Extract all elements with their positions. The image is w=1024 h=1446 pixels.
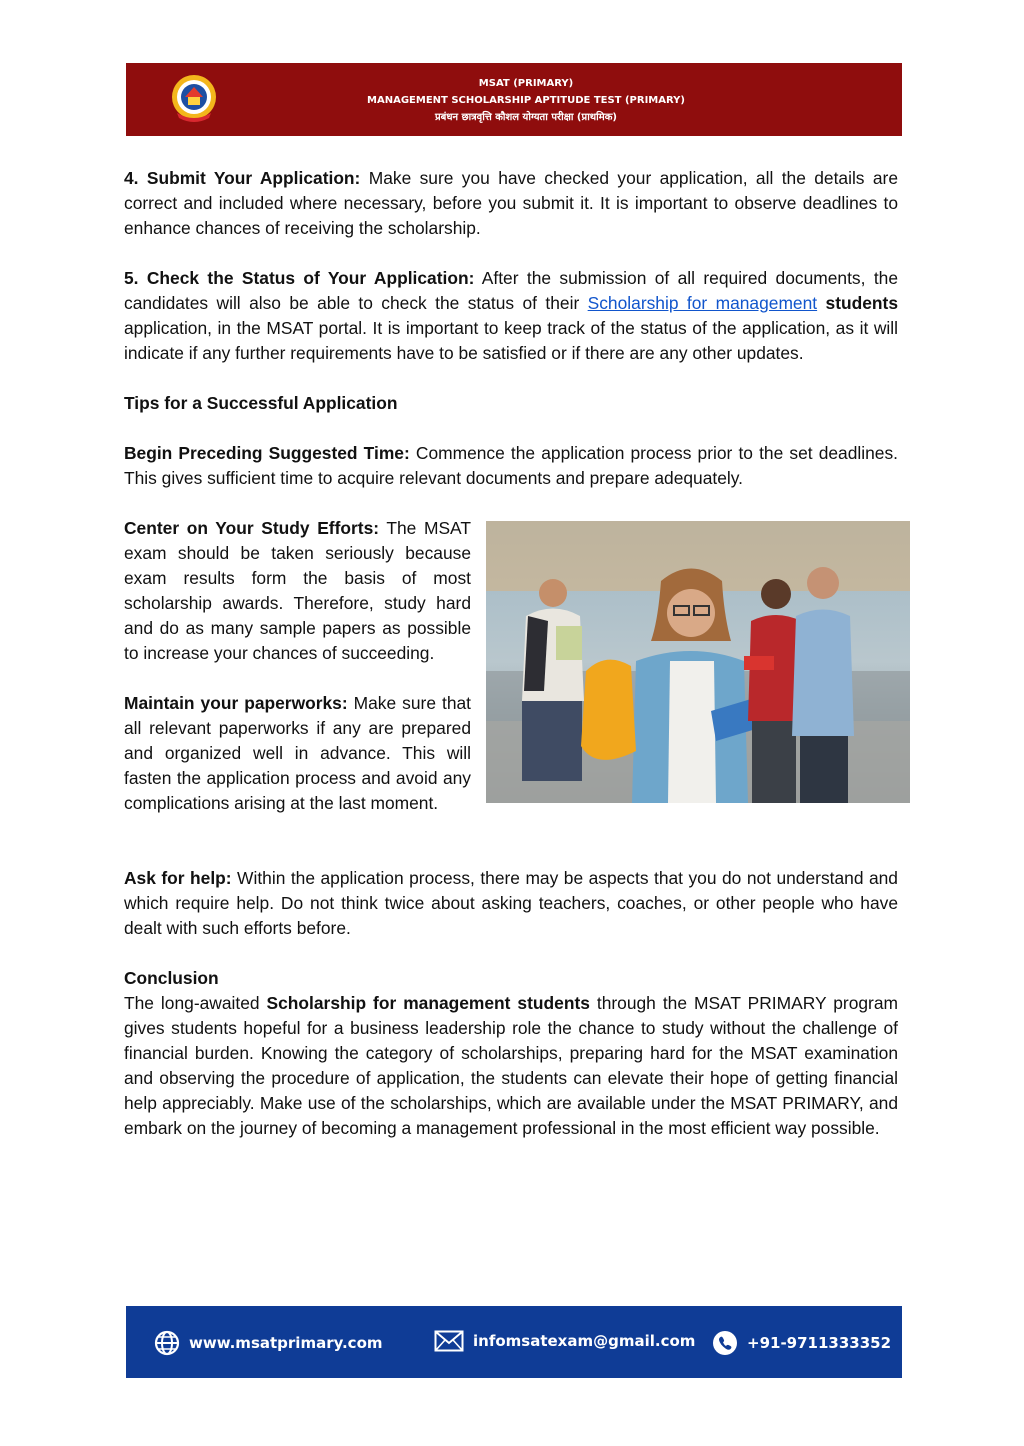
status-bold-students: students <box>817 293 898 313</box>
header-title-line3: प्रबंधन छात्रवृत्ति कौशल योग्यता परीक्षा (प्राथमिक) <box>434 112 617 123</box>
globe-icon <box>154 1330 180 1356</box>
conclusion-text-before: The long-awaited <box>124 993 267 1013</box>
document-body <box>124 166 898 1141</box>
ask-paragraph <box>124 866 898 941</box>
footer-website[interactable] <box>154 1330 383 1356</box>
header-title <box>326 75 726 126</box>
conclusion-heading <box>124 966 898 991</box>
status-text-before: After the submission of all required documents, the candidates will also be able to check the status of their <box>124 268 898 313</box>
footer-email[interactable] <box>434 1330 695 1352</box>
scholarship-link[interactable]: Scholarship for management <box>587 293 818 313</box>
maintain-text: Make sure that all relevant paperworks if any are prepared and organized well in advance. This will fasten the application process and avoid any complications arising at the last moment. <box>124 693 472 813</box>
conclusion-bold: Scholarship for management students <box>266 993 590 1013</box>
tips-with-photo <box>124 516 898 866</box>
status-heading: 5. Check the Status of Your Application: <box>124 268 475 288</box>
tips-heading <box>124 391 898 416</box>
students-photo-icon <box>486 521 910 803</box>
header-banner <box>126 63 902 136</box>
status-paragraph <box>124 266 898 366</box>
mail-icon <box>434 1330 464 1352</box>
conclusion-text-after: through the MSAT PRIMARY program gives students hopeful for a business leadership role the chance to study without the challenge of financial burden. Knowing the category of scholarships, preparing hard for the MSAT examination and observing the procedure of application, the students can elevate their hope of getting financial help appreciably. Make use of the scholarships, which are available under the MSAT PRIMARY, and embark on the journey of becoming a management professional in the most efficient way possible. <box>124 993 898 1138</box>
begin-heading: Begin Preceding Suggested Time: <box>124 443 410 463</box>
status-text-after: application, in the MSAT portal. It is important to keep track of the status of the application, as it will indicate if any further requirements have to be satisfied or if there are any other updates. <box>124 318 898 363</box>
maintain-heading: Maintain your paperworks: <box>124 693 348 713</box>
begin-text: Commence the application process prior to the set deadlines. This gives sufficient time to acquire relevant documents and prepare adequately. <box>124 443 898 488</box>
footer-website-text: www.msatprimary.com <box>189 1334 383 1352</box>
submit-text: Make sure you have checked your application, all the details are correct and included where necessary, before you submit it. It is important to observe deadlines to enhance chances of receiving the scholarship. <box>124 168 898 238</box>
emblem-seal-icon <box>169 73 219 125</box>
conclusion-paragraph <box>124 991 898 1141</box>
footer-banner <box>126 1306 902 1378</box>
conclusion-heading-text: Conclusion <box>124 968 219 988</box>
header-title-line1: MSAT (PRIMARY) <box>478 78 574 89</box>
submit-paragraph <box>124 166 898 241</box>
phone-icon <box>712 1330 738 1356</box>
submit-heading: 4. Submit Your Application: <box>124 168 361 188</box>
center-paragraph <box>124 516 471 666</box>
begin-paragraph <box>124 441 898 491</box>
ask-text: Within the application process, there may be aspects that you do not understand and which require help. Do not think twice about asking teachers, coaches, or other people who have dealt with such efforts before. <box>124 868 898 938</box>
tips-column <box>124 516 471 816</box>
footer-email-text: infomsatexam@gmail.com <box>473 1332 696 1350</box>
footer-phone[interactable] <box>712 1330 891 1356</box>
center-heading: Center on Your Study Efforts: <box>124 518 380 538</box>
header-title-line2: MANAGEMENT SCHOLARSHIP APTITUDE TEST (PRIMARY) <box>367 95 685 106</box>
maintain-paragraph <box>124 691 471 816</box>
ask-heading: Ask for help: <box>124 868 232 888</box>
center-text: The MSAT exam should be taken seriously because exam results form the basis of most scholarship awards. Therefore, study hard and do as many sample papers as possible to increase your chances of succeeding. <box>124 518 471 663</box>
tips-heading-text: Tips for a Successful Application <box>124 393 398 413</box>
footer-phone-text: +91-9711333352 <box>747 1334 892 1352</box>
